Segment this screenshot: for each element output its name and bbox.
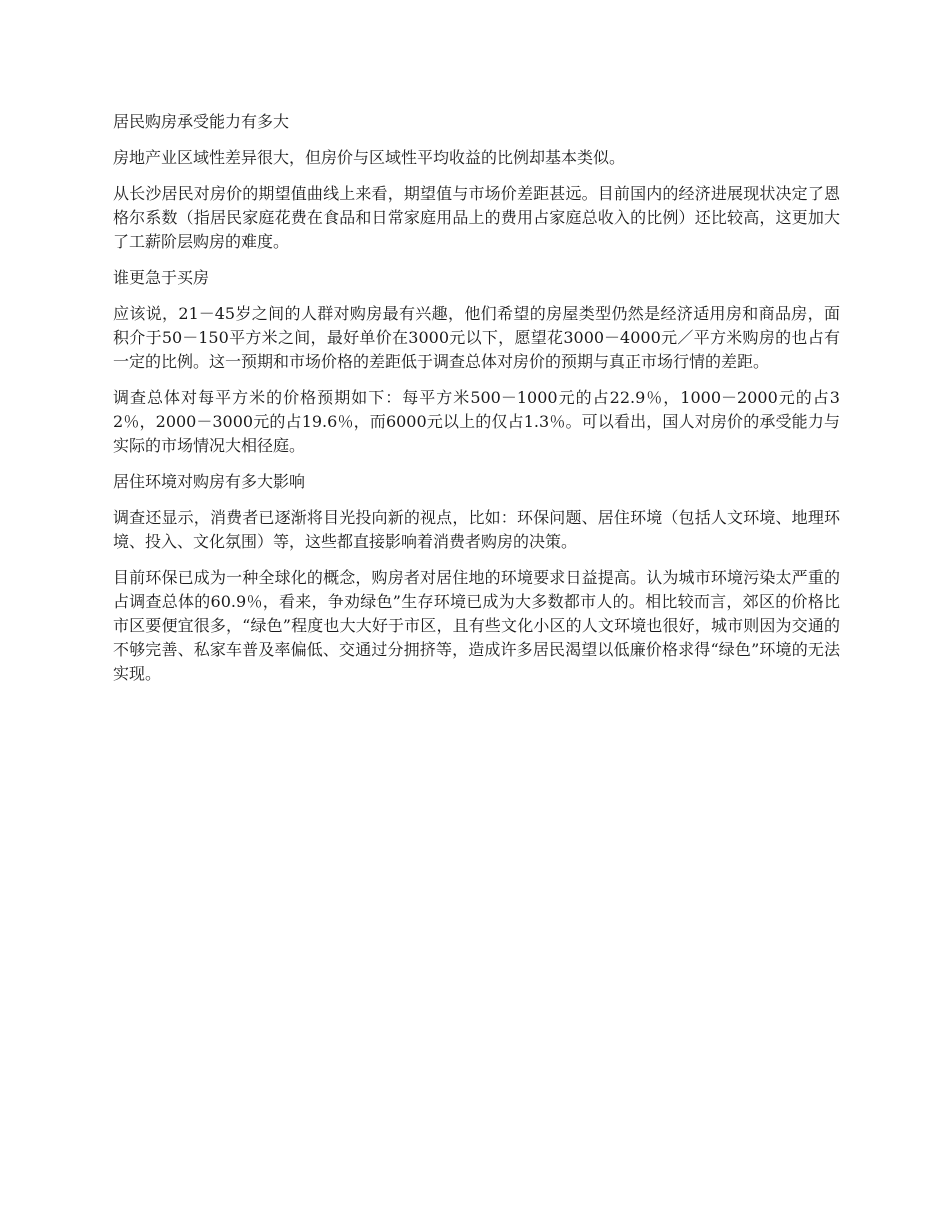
section-heading-who-buys: 谁更急于买房 (113, 268, 210, 287)
paragraph: 调查总体对每平方米的价格预期如下：每平方米500－1000元的占22.9％，1000－2000元的占32％，2000－3000元的占19.6％，而6000元以上的仅占1.3％。可以看出，国人对房价的承受能力与实际的市场情况大相径庭。 (113, 388, 840, 455)
paragraph: 房地产业区域性差异很大，但房价与区域性平均收益的比例却基本类似。 (113, 148, 626, 167)
paragraph: 调查还显示，消费者已逐渐将目光投向新的视点，比如：环保问题、居住环境（包括人文环境、地理环境、投入、文化氛围）等，这些都直接影响着消费者购房的决策。 (113, 508, 840, 551)
paragraph: 应该说，21－45岁之间的人群对购房最有兴趣，他们希望的房屋类型仍然是经济适用房和商品房，面积介于50－150平方米之间，最好单价在3000元以下，愿望花3000－4000元／平方米购房的也占有一定的比例。这一预期和市场价格的差距低于调查总体对房价的预期与真正市场行情的差距。 (113, 304, 840, 371)
paragraph: 从长沙居民对房价的期望值曲线上来看，期望值与市场价差距甚远。目前国内的经济进展现状决定了恩格尔系数（指居民家庭花费在食品和日常家庭用品上的费用占家庭总收入的比例）还比较高，这更加大了工薪阶层购房的难度。 (113, 184, 840, 251)
section-heading-affordability: 居民购房承受能力有多大 (113, 112, 290, 131)
section-heading-environment: 居住环境对购房有多大影响 (113, 472, 306, 491)
paragraph: 目前环保已成为一种全球化的概念，购房者对居住地的环境要求日益提高。认为城市环境污染太严重的占调查总体的60.9％，看来，争劝绿色”生存环境已成为大多数都市人的。相比较而言，郊区的价格比市区要便宜很多，“绿色”程度也大大好于市区，且有些文化小区的人文环境也很好，城市则因为交通的不够完善、私家车普及率偏低、交通过分拥挤等，造成许多居民渴望以低廉价格求得“绿色”环境的无法实现。 (113, 568, 840, 683)
document-body (113, 110, 840, 698)
